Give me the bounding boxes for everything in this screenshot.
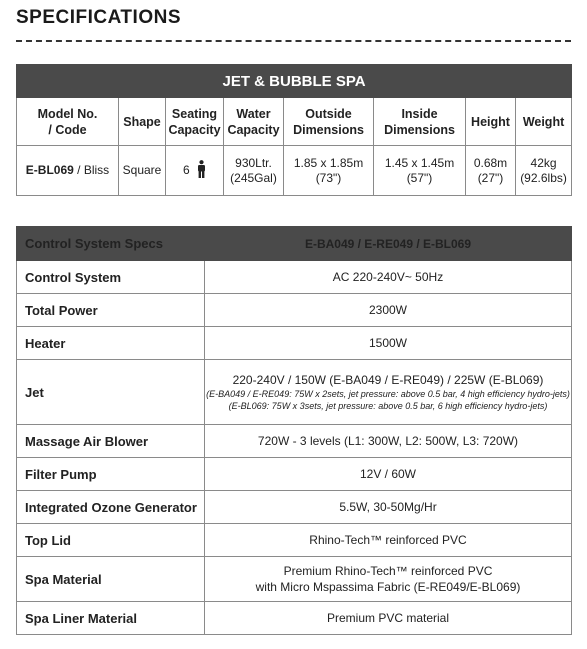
spec-value: 720W - 3 levels (L1: 300W, L2: 500W, L3: 720W): [205, 425, 572, 458]
spec-value: AC 220-240V~ 50Hz: [205, 261, 572, 294]
spec-label: Spa Material: [17, 557, 205, 602]
cell-seating: 6: [166, 146, 224, 196]
cell-outside: 1.85 x 1.85m (73"): [284, 146, 374, 196]
person-icon: [197, 160, 206, 182]
spec-value: 1500W: [205, 327, 572, 360]
cell-water: 930Ltr. (245Gal): [224, 146, 284, 196]
spa-material-line-1: Premium Rhino-Tech™ reinforced PVC: [283, 564, 493, 578]
col-header-weight: Weight: [516, 98, 572, 146]
spec-row: [17, 557, 572, 602]
spec-label: Integrated Ozone Generator: [17, 491, 205, 524]
spec-label: Total Power: [17, 294, 205, 327]
spec-row: [17, 261, 572, 294]
jet-note-1: (E-BA049 / E-RE049: 75W x 2sets, jet pressure: above 0.5 bar, 4 high efficiency hydro-jets): [206, 389, 570, 399]
col-header-height: Height: [466, 98, 516, 146]
col-header-inside: Inside Dimensions: [374, 98, 466, 146]
spec-label: Heater: [17, 327, 205, 360]
spec-value: [205, 557, 572, 602]
page-heading: SPECIFICATIONS: [16, 7, 181, 28]
spec-label: Massage Air Blower: [17, 425, 205, 458]
spec-value: 12V / 60W: [205, 458, 572, 491]
spec-label: Filter Pump: [17, 458, 205, 491]
cell-shape: Square: [119, 146, 166, 196]
spa-data-row: [17, 146, 572, 196]
spec-row: [17, 327, 572, 360]
spec-row: [17, 491, 572, 524]
spec-label: Jet: [17, 360, 205, 425]
spec-row: [17, 458, 572, 491]
spec-row: [17, 294, 572, 327]
spec-row: [17, 360, 572, 425]
spec-row: [17, 524, 572, 557]
control-header-label: Control System Specs: [17, 227, 205, 261]
spa-material-line-2: with Micro Mspassima Fabric (E-RE049/E-BL069): [255, 580, 521, 594]
cell-weight: 42kg (92.6lbs): [516, 146, 572, 196]
spa-table-title: JET & BUBBLE SPA: [17, 65, 572, 98]
spec-label: Control System: [17, 261, 205, 294]
spec-value: Rhino-Tech™ reinforced PVC: [205, 524, 572, 557]
col-header-model: Model No. / Code: [17, 98, 119, 146]
spec-row: [17, 425, 572, 458]
col-header-water: Water Capacity: [224, 98, 284, 146]
cell-height: 0.68m (27"): [466, 146, 516, 196]
spec-value: 5.5W, 30-50Mg/Hr: [205, 491, 572, 524]
control-header-models: E-BA049 / E-RE049 / E-BL069: [205, 227, 572, 261]
spec-label: Top Lid: [17, 524, 205, 557]
col-header-shape: Shape: [119, 98, 166, 146]
control-system-table: [16, 226, 572, 635]
cell-model: E-BL069 / Bliss: [17, 146, 119, 196]
dashed-divider: [16, 40, 571, 42]
spa-spec-table: [16, 64, 572, 196]
spec-value: [205, 360, 572, 425]
col-header-outside: Outside Dimensions: [284, 98, 374, 146]
jet-note-2: (E-BL069: 75W x 3sets, jet pressure: above 0.5 bar, 6 high efficiency hydro-jets): [228, 401, 548, 411]
cell-inside: 1.45 x 1.45m (57"): [374, 146, 466, 196]
col-header-seating: Seating Capacity: [166, 98, 224, 146]
spec-value: 2300W: [205, 294, 572, 327]
spec-label: Spa Liner Material: [17, 602, 205, 635]
jet-main-value: 220-240V / 150W (E-BA049 / E-RE049) / 225W (E-BL069): [232, 373, 544, 387]
spec-row: [17, 602, 572, 635]
spec-value: Premium PVC material: [205, 602, 572, 635]
